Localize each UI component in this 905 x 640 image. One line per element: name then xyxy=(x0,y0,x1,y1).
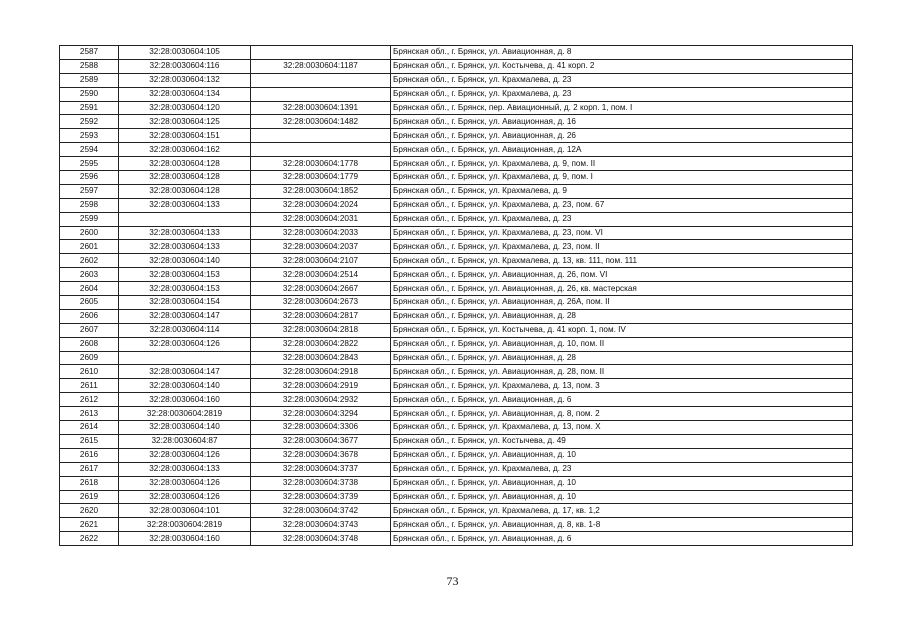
page-number: 73 xyxy=(446,574,459,588)
object-cadastral-number-cell: 32:28:0030604:2817 xyxy=(251,309,391,323)
address-cell: Брянская обл., г. Брянск, ул. Крахмалева, д. 13, кв. 111, пом. 111 xyxy=(391,254,853,268)
row-number-cell: 2591 xyxy=(60,101,119,115)
address-cell: Брянская обл., г. Брянск, ул. Крахмалева, д. 9 xyxy=(391,184,853,198)
land-cadastral-number-cell: 32:28:0030604:160 xyxy=(119,532,251,546)
table-row xyxy=(60,157,853,171)
table-row xyxy=(60,254,853,268)
land-cadastral-number-cell: 32:28:0030604:87 xyxy=(119,434,251,448)
land-cadastral-number-cell: 32:28:0030604:162 xyxy=(119,143,251,157)
object-cadastral-number-cell: 32:28:0030604:2033 xyxy=(251,226,391,240)
address-cell: Брянская обл., г. Брянск, ул. Костычева, д. 49 xyxy=(391,434,853,448)
land-cadastral-number-cell: 32:28:0030604:128 xyxy=(119,171,251,185)
row-number-cell: 2614 xyxy=(60,421,119,435)
row-number-cell: 2592 xyxy=(60,115,119,129)
land-cadastral-number-cell: 32:28:0030604:151 xyxy=(119,129,251,143)
table-row xyxy=(60,184,853,198)
land-cadastral-number-cell: 32:28:0030604:126 xyxy=(119,476,251,490)
address-cell: Брянская обл., г. Брянск, ул. Авиационная, д. 26, кв. мастерская xyxy=(391,282,853,296)
row-number-cell: 2617 xyxy=(60,462,119,476)
object-cadastral-number-cell: 32:28:0030604:1482 xyxy=(251,115,391,129)
land-cadastral-number-cell: 32:28:0030604:133 xyxy=(119,198,251,212)
object-cadastral-number-cell: 32:28:0030604:3742 xyxy=(251,504,391,518)
row-number-cell: 2593 xyxy=(60,129,119,143)
registry-table-body xyxy=(60,46,853,546)
row-number-cell: 2597 xyxy=(60,184,119,198)
land-cadastral-number-cell: 32:28:0030604:133 xyxy=(119,226,251,240)
table-row xyxy=(60,504,853,518)
object-cadastral-number-cell: 32:28:0030604:2037 xyxy=(251,240,391,254)
table-row xyxy=(60,434,853,448)
object-cadastral-number-cell: 32:28:0030604:2107 xyxy=(251,254,391,268)
address-cell: Брянская обл., г. Брянск, ул. Авиационная, д. 10 xyxy=(391,448,853,462)
land-cadastral-number-cell: 32:28:0030604:140 xyxy=(119,254,251,268)
row-number-cell: 2615 xyxy=(60,434,119,448)
table-row xyxy=(60,490,853,504)
object-cadastral-number-cell: 32:28:0030604:3748 xyxy=(251,532,391,546)
object-cadastral-number-cell: 32:28:0030604:2822 xyxy=(251,337,391,351)
row-number-cell: 2600 xyxy=(60,226,119,240)
object-cadastral-number-cell: 32:28:0030604:1778 xyxy=(251,157,391,171)
row-number-cell: 2595 xyxy=(60,157,119,171)
object-cadastral-number-cell: 32:28:0030604:3739 xyxy=(251,490,391,504)
table-row xyxy=(60,532,853,546)
row-number-cell: 2619 xyxy=(60,490,119,504)
land-cadastral-number-cell xyxy=(119,212,251,226)
row-number-cell: 2608 xyxy=(60,337,119,351)
object-cadastral-number-cell: 32:28:0030604:1779 xyxy=(251,171,391,185)
row-number-cell: 2599 xyxy=(60,212,119,226)
land-cadastral-number-cell: 32:28:0030604:114 xyxy=(119,323,251,337)
row-number-cell: 2590 xyxy=(60,87,119,101)
row-number-cell: 2603 xyxy=(60,268,119,282)
land-cadastral-number-cell: 32:28:0030604:134 xyxy=(119,87,251,101)
land-cadastral-number-cell: 32:28:0030604:128 xyxy=(119,184,251,198)
land-cadastral-number-cell: 32:28:0030604:105 xyxy=(119,46,251,60)
table-row xyxy=(60,59,853,73)
address-cell: Брянская обл., г. Брянск, ул. Авиационная, д. 10 xyxy=(391,476,853,490)
table-row xyxy=(60,212,853,226)
object-cadastral-number-cell: 32:28:0030604:2673 xyxy=(251,296,391,310)
address-cell: Брянская обл., г. Брянск, ул. Крахмалева, д. 23, пом. 67 xyxy=(391,198,853,212)
address-cell: Брянская обл., г. Брянск, ул. Авиационная, д. 28, пом. II xyxy=(391,365,853,379)
row-number-cell: 2610 xyxy=(60,365,119,379)
land-cadastral-number-cell: 32:28:0030604:153 xyxy=(119,268,251,282)
row-number-cell: 2596 xyxy=(60,171,119,185)
table-row xyxy=(60,323,853,337)
object-cadastral-number-cell: 32:28:0030604:1852 xyxy=(251,184,391,198)
address-cell: Брянская обл., г. Брянск, ул. Авиационная, д. 8 xyxy=(391,46,853,60)
object-cadastral-number-cell xyxy=(251,143,391,157)
row-number-cell: 2611 xyxy=(60,379,119,393)
land-cadastral-number-cell: 32:28:0030604:2819 xyxy=(119,407,251,421)
land-cadastral-number-cell: 32:28:0030604:140 xyxy=(119,421,251,435)
object-cadastral-number-cell: 32:28:0030604:3678 xyxy=(251,448,391,462)
object-cadastral-number-cell: 32:28:0030604:3306 xyxy=(251,421,391,435)
object-cadastral-number-cell: 32:28:0030604:3743 xyxy=(251,518,391,532)
object-cadastral-number-cell: 32:28:0030604:2932 xyxy=(251,393,391,407)
row-number-cell: 2613 xyxy=(60,407,119,421)
object-cadastral-number-cell xyxy=(251,73,391,87)
table-row xyxy=(60,393,853,407)
address-cell: Брянская обл., г. Брянск, ул. Авиационная, д. 28 xyxy=(391,309,853,323)
object-cadastral-number-cell: 32:28:0030604:2919 xyxy=(251,379,391,393)
address-cell: Брянская обл., г. Брянск, ул. Авиационная, д. 26, пом. VI xyxy=(391,268,853,282)
land-cadastral-number-cell: 32:28:0030604:147 xyxy=(119,365,251,379)
row-number-cell: 2607 xyxy=(60,323,119,337)
table-row xyxy=(60,171,853,185)
object-cadastral-number-cell: 32:28:0030604:2818 xyxy=(251,323,391,337)
address-cell: Брянская обл., г. Брянск, ул. Крахмалева, д. 13, пом. X xyxy=(391,421,853,435)
address-cell: Брянская обл., г. Брянск, ул. Крахмалева, д. 23, пом. II xyxy=(391,240,853,254)
table-row xyxy=(60,129,853,143)
land-cadastral-number-cell: 32:28:0030604:116 xyxy=(119,59,251,73)
row-number-cell: 2594 xyxy=(60,143,119,157)
row-number-cell: 2620 xyxy=(60,504,119,518)
row-number-cell: 2605 xyxy=(60,296,119,310)
address-cell: Брянская обл., г. Брянск, ул. Авиационная, д. 6 xyxy=(391,532,853,546)
row-number-cell: 2602 xyxy=(60,254,119,268)
land-cadastral-number-cell: 32:28:0030604:125 xyxy=(119,115,251,129)
table-row xyxy=(60,198,853,212)
land-cadastral-number-cell: 32:28:0030604:133 xyxy=(119,462,251,476)
table-row xyxy=(60,407,853,421)
address-cell: Брянская обл., г. Брянск, пер. Авиационный, д. 2 корп. 1, пом. I xyxy=(391,101,853,115)
object-cadastral-number-cell: 32:28:0030604:3294 xyxy=(251,407,391,421)
address-cell: Брянская обл., г. Брянск, ул. Крахмалева, д. 23 xyxy=(391,462,853,476)
row-number-cell: 2616 xyxy=(60,448,119,462)
table-row xyxy=(60,309,853,323)
object-cadastral-number-cell: 32:28:0030604:1187 xyxy=(251,59,391,73)
address-cell: Брянская обл., г. Брянск, ул. Авиационная, д. 26 xyxy=(391,129,853,143)
address-cell: Брянская обл., г. Брянск, ул. Авиационная, д. 10 xyxy=(391,490,853,504)
table-row xyxy=(60,296,853,310)
land-cadastral-number-cell: 32:28:0030604:120 xyxy=(119,101,251,115)
table-row xyxy=(60,448,853,462)
table-row xyxy=(60,240,853,254)
row-number-cell: 2601 xyxy=(60,240,119,254)
table-row xyxy=(60,282,853,296)
row-number-cell: 2598 xyxy=(60,198,119,212)
land-cadastral-number-cell: 32:28:0030604:160 xyxy=(119,393,251,407)
table-row xyxy=(60,46,853,60)
address-cell: Брянская обл., г. Брянск, ул. Крахмалева, д. 13, пом. 3 xyxy=(391,379,853,393)
land-cadastral-number-cell: 32:28:0030604:153 xyxy=(119,282,251,296)
table-row xyxy=(60,379,853,393)
land-cadastral-number-cell: 32:28:0030604:126 xyxy=(119,337,251,351)
row-number-cell: 2606 xyxy=(60,309,119,323)
object-cadastral-number-cell xyxy=(251,87,391,101)
registry-table xyxy=(59,45,853,546)
address-cell: Брянская обл., г. Брянск, ул. Крахмалева, д. 9, пом. I xyxy=(391,171,853,185)
land-cadastral-number-cell: 32:28:0030604:2819 xyxy=(119,518,251,532)
table-row xyxy=(60,421,853,435)
table-row xyxy=(60,518,853,532)
table-row xyxy=(60,365,853,379)
land-cadastral-number-cell: 32:28:0030604:133 xyxy=(119,240,251,254)
object-cadastral-number-cell: 32:28:0030604:3677 xyxy=(251,434,391,448)
address-cell: Брянская обл., г. Брянск, ул. Авиационная, д. 28 xyxy=(391,351,853,365)
land-cadastral-number-cell: 32:28:0030604:101 xyxy=(119,504,251,518)
object-cadastral-number-cell: 32:28:0030604:2514 xyxy=(251,268,391,282)
table-row xyxy=(60,73,853,87)
table-row xyxy=(60,476,853,490)
object-cadastral-number-cell: 32:28:0030604:1391 xyxy=(251,101,391,115)
address-cell: Брянская обл., г. Брянск, ул. Крахмалева, д. 23 xyxy=(391,87,853,101)
address-cell: Брянская обл., г. Брянск, ул. Крахмалева, д. 23 xyxy=(391,73,853,87)
table-row xyxy=(60,101,853,115)
land-cadastral-number-cell: 32:28:0030604:140 xyxy=(119,379,251,393)
row-number-cell: 2612 xyxy=(60,393,119,407)
object-cadastral-number-cell xyxy=(251,129,391,143)
table-row xyxy=(60,351,853,365)
address-cell: Брянская обл., г. Брянск, ул. Крахмалева, д. 23 xyxy=(391,212,853,226)
object-cadastral-number-cell: 32:28:0030604:2031 xyxy=(251,212,391,226)
object-cadastral-number-cell: 32:28:0030604:3737 xyxy=(251,462,391,476)
row-number-cell: 2587 xyxy=(60,46,119,60)
address-cell: Брянская обл., г. Брянск, ул. Авиационная, д. 6 xyxy=(391,393,853,407)
land-cadastral-number-cell: 32:28:0030604:147 xyxy=(119,309,251,323)
address-cell: Брянская обл., г. Брянск, ул. Авиационная, д. 12А xyxy=(391,143,853,157)
row-number-cell: 2622 xyxy=(60,532,119,546)
table-row xyxy=(60,115,853,129)
table-row xyxy=(60,462,853,476)
address-cell: Брянская обл., г. Брянск, ул. Авиационная, д. 8, кв. 1-8 xyxy=(391,518,853,532)
address-cell: Брянская обл., г. Брянск, ул. Авиационная, д. 26А, пом. II xyxy=(391,296,853,310)
object-cadastral-number-cell: 32:28:0030604:2667 xyxy=(251,282,391,296)
table-row xyxy=(60,268,853,282)
address-cell: Брянская обл., г. Брянск, ул. Крахмалева, д. 9, пом. II xyxy=(391,157,853,171)
table-row xyxy=(60,226,853,240)
land-cadastral-number-cell: 32:28:0030604:132 xyxy=(119,73,251,87)
land-cadastral-number-cell xyxy=(119,351,251,365)
address-cell: Брянская обл., г. Брянск, ул. Крахмалева, д. 23, пом. VI xyxy=(391,226,853,240)
table-row xyxy=(60,87,853,101)
object-cadastral-number-cell: 32:28:0030604:2024 xyxy=(251,198,391,212)
address-cell: Брянская обл., г. Брянск, ул. Крахмалева, д. 17, кв. 1,2 xyxy=(391,504,853,518)
table-row xyxy=(60,337,853,351)
land-cadastral-number-cell: 32:28:0030604:126 xyxy=(119,448,251,462)
address-cell: Брянская обл., г. Брянск, ул. Костычева, д. 41 корп. 2 xyxy=(391,59,853,73)
object-cadastral-number-cell: 32:28:0030604:2918 xyxy=(251,365,391,379)
row-number-cell: 2609 xyxy=(60,351,119,365)
table-row xyxy=(60,143,853,157)
address-cell: Брянская обл., г. Брянск, ул. Костычева, д. 41 корп. 1, пом. IV xyxy=(391,323,853,337)
land-cadastral-number-cell: 32:28:0030604:128 xyxy=(119,157,251,171)
address-cell: Брянская обл., г. Брянск, ул. Авиационная, д. 10, пом. II xyxy=(391,337,853,351)
land-cadastral-number-cell: 32:28:0030604:126 xyxy=(119,490,251,504)
land-cadastral-number-cell: 32:28:0030604:154 xyxy=(119,296,251,310)
object-cadastral-number-cell xyxy=(251,46,391,60)
row-number-cell: 2618 xyxy=(60,476,119,490)
row-number-cell: 2604 xyxy=(60,282,119,296)
object-cadastral-number-cell: 32:28:0030604:3738 xyxy=(251,476,391,490)
address-cell: Брянская обл., г. Брянск, ул. Авиационная, д. 16 xyxy=(391,115,853,129)
row-number-cell: 2588 xyxy=(60,59,119,73)
object-cadastral-number-cell: 32:28:0030604:2843 xyxy=(251,351,391,365)
row-number-cell: 2589 xyxy=(60,73,119,87)
address-cell: Брянская обл., г. Брянск, ул. Авиационная, д. 8, пом. 2 xyxy=(391,407,853,421)
row-number-cell: 2621 xyxy=(60,518,119,532)
